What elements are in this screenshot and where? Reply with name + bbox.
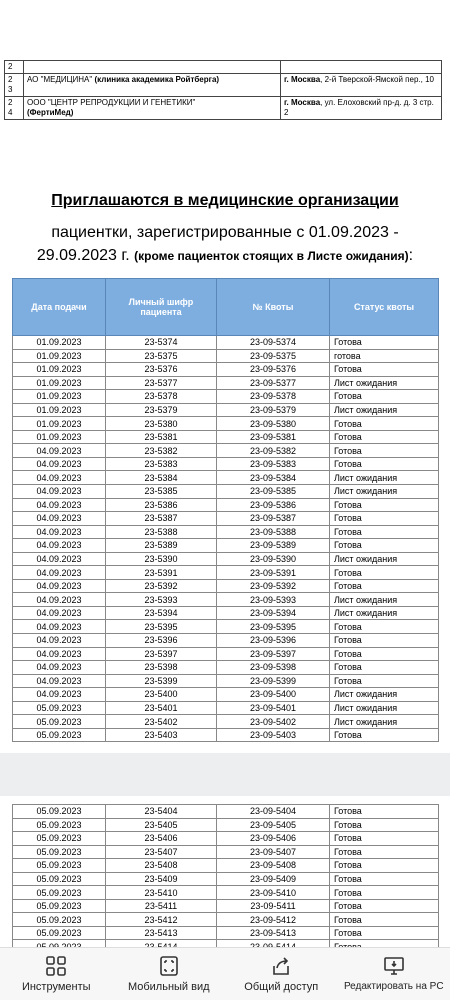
cell-patient-code: 23-5381: [106, 430, 217, 444]
cell-date: 01.09.2023: [13, 349, 106, 363]
table-row: [13, 444, 439, 458]
cell-quota-status: Лист ожидания: [330, 403, 439, 417]
cell-patient-code: 23-5391: [106, 566, 217, 580]
table-row: [13, 913, 439, 927]
cell-quota-number: 23-09-5387: [217, 512, 330, 526]
cell-date: 04.09.2023: [13, 498, 106, 512]
cell-quota-status: Готова: [330, 444, 439, 458]
table-row: [13, 899, 439, 913]
cell-patient-code: 23-5397: [106, 647, 217, 661]
cell-patient-code: 23-5376: [106, 363, 217, 377]
table-row: [13, 579, 439, 593]
cell-patient-code: 23-5407: [106, 845, 217, 859]
cell-patient-code: 23-5404: [106, 805, 217, 819]
cell-patient-code: 23-5377: [106, 376, 217, 390]
column-header-quota-number: № Квоты: [217, 279, 330, 336]
cell-quota-number: 23-09-5389: [217, 539, 330, 553]
cell-quota-number: 23-09-5385: [217, 485, 330, 499]
cell-quota-number: 23-09-5391: [217, 566, 330, 580]
cell-patient-code: 23-5382: [106, 444, 217, 458]
cell-quota-number: 23-09-5411: [217, 899, 330, 913]
cell-quota-number: 23-09-5388: [217, 525, 330, 539]
organization-name: АО "МЕДИЦИНА": [27, 75, 93, 84]
cell-date: 05.09.2023: [13, 926, 106, 940]
share-button[interactable]: [225, 948, 338, 1000]
cell-patient-code: 23-5413: [106, 926, 217, 940]
cell-quota-status: Готова: [330, 859, 439, 873]
cell-quota-status: Готова: [330, 872, 439, 886]
cell-quota-status: Готова: [330, 886, 439, 900]
cell-quota-status: Готова: [330, 539, 439, 553]
cell-quota-status: готова: [330, 349, 439, 363]
cell-date: 01.09.2023: [13, 417, 106, 431]
cell-quota-number: 23-09-5403: [217, 728, 330, 742]
cell-quota-number: 23-09-5398: [217, 661, 330, 675]
table-row: [13, 430, 439, 444]
cell-quota-number: 23-09-5395: [217, 620, 330, 634]
cell-quota-number: 23-09-5412: [217, 913, 330, 927]
cell-patient-code: 23-5410: [106, 886, 217, 900]
table-row: [13, 552, 439, 566]
cell-date: 04.09.2023: [13, 634, 106, 648]
cell-patient-code: 23-5374: [106, 336, 217, 350]
cell-patient-code: 23-5406: [106, 832, 217, 846]
table-row: [13, 620, 439, 634]
cell-patient-code: 23-5378: [106, 390, 217, 404]
table-row: [13, 498, 439, 512]
cell-quota-status: Готова: [330, 579, 439, 593]
cell-quota-status: Лист ожидания: [330, 485, 439, 499]
cell-date: 04.09.2023: [13, 688, 106, 702]
cell-date: 04.09.2023: [13, 606, 106, 620]
cell-quota-number: 23-09-5405: [217, 818, 330, 832]
cell-date: 01.09.2023: [13, 363, 106, 377]
table-row: [13, 606, 439, 620]
cell-patient-code: 23-5402: [106, 715, 217, 729]
cell-quota-number: 23-09-5396: [217, 634, 330, 648]
headline-date: 29.09.2023 г.: [36, 247, 130, 264]
cell-quota-number: 23-09-5392: [217, 579, 330, 593]
edit-on-pc-button[interactable]: [338, 948, 450, 1000]
cell-patient-code: 23-5395: [106, 620, 217, 634]
cell-quota-number: 23-09-5404: [217, 805, 330, 819]
cell-quota-number: 23-09-5379: [217, 403, 330, 417]
cell-date: 04.09.2023: [13, 620, 106, 634]
table-row: [13, 566, 439, 580]
table-row: [13, 336, 439, 350]
cell-quota-number: 23-09-5375: [217, 349, 330, 363]
cell-quota-status: Готова: [330, 430, 439, 444]
cell-patient-code: 23-5396: [106, 634, 217, 648]
cell-quota-status: Готова: [330, 363, 439, 377]
cell-quota-number: 23-09-5378: [217, 390, 330, 404]
cell-date: 04.09.2023: [13, 579, 106, 593]
cell-date: 05.09.2023: [13, 845, 106, 859]
address-text: , 2-й Тверской-Ямской пер., 10: [320, 75, 434, 84]
headline-subtitle: пациентки, зарегистрированные с 01.09.2023 -: [51, 224, 399, 241]
quota-table-body: [13, 805, 439, 954]
cell-quota-status: Готова: [330, 845, 439, 859]
headline-note: (кроме пациенток стоящих в Листе ожидания): [134, 249, 409, 263]
cell-quota-number: 23-09-5406: [217, 832, 330, 846]
cell-quota-status: Готова: [330, 336, 439, 350]
quota-table: [12, 278, 439, 742]
cell-patient-code: 23-5390: [106, 552, 217, 566]
cell-date: 05.09.2023: [13, 832, 106, 846]
edit-on-pc-label: Редактировать на PC: [343, 981, 444, 992]
table-row: [13, 688, 439, 702]
cell-quota-status: Лист ожидания: [330, 715, 439, 729]
cell-quota-status: Лист ожидания: [330, 593, 439, 607]
table-row: [13, 593, 439, 607]
cell-date: 04.09.2023: [13, 525, 106, 539]
cell-quota-number: 23-09-5383: [217, 457, 330, 471]
cell-quota-number: 23-09-5413: [217, 926, 330, 940]
table-row: [13, 390, 439, 404]
cell-patient-code: 23-5399: [106, 674, 217, 688]
table-row: [13, 512, 439, 526]
cell-date: 01.09.2023: [13, 336, 106, 350]
cell-date: 04.09.2023: [13, 647, 106, 661]
cell-quota-status: Готова: [330, 634, 439, 648]
cell-quota-status: Готова: [330, 457, 439, 471]
table-row: [5, 61, 442, 74]
organization-cell: [24, 61, 281, 74]
cell-quota-number: 23-09-5381: [217, 430, 330, 444]
cell-date: 01.09.2023: [13, 390, 106, 404]
mobile-view-label: Мобильный вид: [127, 981, 210, 993]
cell-date: 04.09.2023: [13, 444, 106, 458]
table-row: [13, 674, 439, 688]
cell-patient-code: 23-5412: [106, 913, 217, 927]
cell-date: 05.09.2023: [13, 728, 106, 742]
cell-date: 04.09.2023: [13, 593, 106, 607]
cell-patient-code: 23-5409: [106, 872, 217, 886]
cell-quota-number: 23-09-5397: [217, 647, 330, 661]
cell-date: 01.09.2023: [13, 430, 106, 444]
tools-button[interactable]: [0, 948, 113, 1000]
cell-patient-code: 23-5380: [106, 417, 217, 431]
cell-quota-status: Готова: [330, 417, 439, 431]
cell-quota-number: 23-09-5409: [217, 872, 330, 886]
table-row: [13, 539, 439, 553]
table-row: [13, 715, 439, 729]
cell-quota-status: Лист ожидания: [330, 376, 439, 390]
cell-quota-status: Готова: [330, 805, 439, 819]
column-header-patient-code: Личный шифр пациента: [106, 279, 217, 336]
table-row: [13, 818, 439, 832]
table-row: [5, 74, 442, 97]
cell-quota-status: Готова: [330, 899, 439, 913]
document-page-2: [0, 796, 450, 956]
table-row: [13, 525, 439, 539]
address-cell: [281, 97, 442, 120]
cell-quota-number: 23-09-5393: [217, 593, 330, 607]
cell-patient-code: 23-5398: [106, 661, 217, 675]
table-row: [13, 647, 439, 661]
cell-patient-code: 23-5386: [106, 498, 217, 512]
cell-quota-number: 23-09-5376: [217, 363, 330, 377]
share-label: Общий доступ: [244, 981, 319, 993]
quota-table-body: [13, 336, 439, 742]
cell-patient-code: 23-5375: [106, 349, 217, 363]
table-row: [13, 661, 439, 675]
cell-patient-code: 23-5411: [106, 899, 217, 913]
cell-quota-status: Лист ожидания: [330, 471, 439, 485]
bottom-toolbar: [0, 947, 450, 1000]
organization-name: ООО "ЦЕНТР РЕПРОДУКЦИИ И ГЕНЕТИКИ": [27, 98, 196, 107]
edit-on-pc-icon: [382, 954, 406, 978]
cell-quota-status: Готова: [330, 498, 439, 512]
cell-patient-code: 23-5393: [106, 593, 217, 607]
cell-date: 04.09.2023: [13, 674, 106, 688]
cell-patient-code: 23-5408: [106, 859, 217, 873]
cell-date: 04.09.2023: [13, 566, 106, 580]
address-city: г. Москва: [284, 98, 321, 107]
address-text: , ул. Елоховский пр-д. д. 3 стр. 2: [284, 98, 434, 117]
cell-date: 01.09.2023: [13, 376, 106, 390]
cell-quota-status: Лист ожидания: [330, 688, 439, 702]
cell-date: 04.09.2023: [13, 512, 106, 526]
organization-cell: [24, 74, 281, 97]
cell-date: 05.09.2023: [13, 701, 106, 715]
table-row: [13, 832, 439, 846]
cell-patient-code: 23-5389: [106, 539, 217, 553]
cell-date: 04.09.2023: [13, 485, 106, 499]
cell-quota-number: 23-09-5382: [217, 444, 330, 458]
table-row: [13, 728, 439, 742]
address-city: г. Москва: [284, 75, 321, 84]
cell-quota-status: Готова: [330, 832, 439, 846]
row-number: 2 3: [5, 74, 24, 97]
cell-date: 05.09.2023: [13, 872, 106, 886]
table-row: [13, 926, 439, 940]
cell-date: 05.09.2023: [13, 859, 106, 873]
quota-table-continued: [12, 804, 439, 954]
cell-quota-number: 23-09-5402: [217, 715, 330, 729]
mobile-view-icon: [157, 954, 181, 978]
cell-quota-status: Готова: [330, 926, 439, 940]
cell-quota-status: Готова: [330, 390, 439, 404]
table-row: [13, 403, 439, 417]
cell-quota-number: 23-09-5394: [217, 606, 330, 620]
cell-date: 04.09.2023: [13, 457, 106, 471]
table-row: [13, 376, 439, 390]
cell-quota-status: Готова: [330, 674, 439, 688]
organization-note: (клиника академика Ройтберга): [94, 75, 220, 84]
cell-quota-status: Готова: [330, 818, 439, 832]
organizations-table: [4, 60, 442, 120]
cell-date: 04.09.2023: [13, 661, 106, 675]
table-row: [13, 634, 439, 648]
cell-quota-number: 23-09-5408: [217, 859, 330, 873]
cell-patient-code: 23-5401: [106, 701, 217, 715]
column-header-quota-status: Статус квоты: [330, 279, 439, 336]
table-header-row: [13, 279, 439, 336]
cell-quota-status: Готова: [330, 566, 439, 580]
organization-cell: [24, 97, 281, 120]
headline-title: Приглашаются в медицинские организации: [51, 192, 399, 209]
cell-date: 05.09.2023: [13, 913, 106, 927]
cell-patient-code: 23-5405: [106, 818, 217, 832]
cell-patient-code: 23-5387: [106, 512, 217, 526]
table-row: [13, 363, 439, 377]
cell-patient-code: 23-5384: [106, 471, 217, 485]
cell-patient-code: 23-5388: [106, 525, 217, 539]
column-header-date: Дата подачи: [13, 279, 106, 336]
cell-quota-status: Готова: [330, 512, 439, 526]
row-number: 2 4: [5, 97, 24, 120]
table-row: [13, 805, 439, 819]
cell-quota-number: 23-09-5407: [217, 845, 330, 859]
cell-date: 04.09.2023: [13, 539, 106, 553]
cell-quota-number: 23-09-5374: [217, 336, 330, 350]
cell-patient-code: 23-5383: [106, 457, 217, 471]
share-icon: [269, 954, 293, 978]
cell-quota-number: 23-09-5390: [217, 552, 330, 566]
cell-date: 04.09.2023: [13, 552, 106, 566]
cell-quota-status: Готова: [330, 728, 439, 742]
table-row: [13, 845, 439, 859]
cell-quota-status: Лист ожидания: [330, 552, 439, 566]
cell-date: 04.09.2023: [13, 471, 106, 485]
cell-quota-number: 23-09-5401: [217, 701, 330, 715]
cell-patient-code: 23-5392: [106, 579, 217, 593]
cell-quota-number: 23-09-5386: [217, 498, 330, 512]
mobile-view-button[interactable]: [113, 948, 226, 1000]
headline-colon: :: [408, 247, 414, 264]
cell-quota-number: 23-09-5399: [217, 674, 330, 688]
cell-date: 05.09.2023: [13, 805, 106, 819]
cell-patient-code: 23-5403: [106, 728, 217, 742]
cell-date: 05.09.2023: [13, 886, 106, 900]
cell-quota-status: Готова: [330, 525, 439, 539]
cell-patient-code: 23-5394: [106, 606, 217, 620]
row-number: 2: [5, 61, 24, 74]
organization-note: (ФертиМед): [27, 108, 74, 117]
cell-quota-status: Готова: [330, 620, 439, 634]
cell-quota-number: 23-09-5410: [217, 886, 330, 900]
cell-patient-code: 23-5385: [106, 485, 217, 499]
table-row: [13, 471, 439, 485]
headline-date-line: [0, 247, 450, 265]
table-row: [13, 859, 439, 873]
cell-patient-code: 23-5379: [106, 403, 217, 417]
cell-quota-status: Готова: [330, 661, 439, 675]
cell-quota-status: Лист ожидания: [330, 701, 439, 715]
cell-date: 01.09.2023: [13, 403, 106, 417]
cell-quota-number: 23-09-5384: [217, 471, 330, 485]
cell-date: 05.09.2023: [13, 715, 106, 729]
cell-quota-status: Лист ожидания: [330, 606, 439, 620]
table-row: [5, 97, 442, 120]
cell-quota-number: 23-09-5400: [217, 688, 330, 702]
cell-quota-number: 23-09-5380: [217, 417, 330, 431]
address-cell: [281, 74, 442, 97]
cell-patient-code: 23-5400: [106, 688, 217, 702]
table-row: [13, 417, 439, 431]
table-row: [13, 701, 439, 715]
table-row: [13, 872, 439, 886]
cell-quota-status: Готова: [330, 913, 439, 927]
table-row: [13, 886, 439, 900]
tools-grid-icon: [44, 954, 68, 978]
cell-date: 05.09.2023: [13, 899, 106, 913]
cell-quota-status: Готова: [330, 647, 439, 661]
table-row: [13, 349, 439, 363]
cell-date: 05.09.2023: [13, 818, 106, 832]
table-row: [13, 485, 439, 499]
cell-quota-number: 23-09-5377: [217, 376, 330, 390]
tools-label: Инструменты: [21, 981, 91, 993]
address-cell: [281, 61, 442, 74]
table-row: [13, 457, 439, 471]
